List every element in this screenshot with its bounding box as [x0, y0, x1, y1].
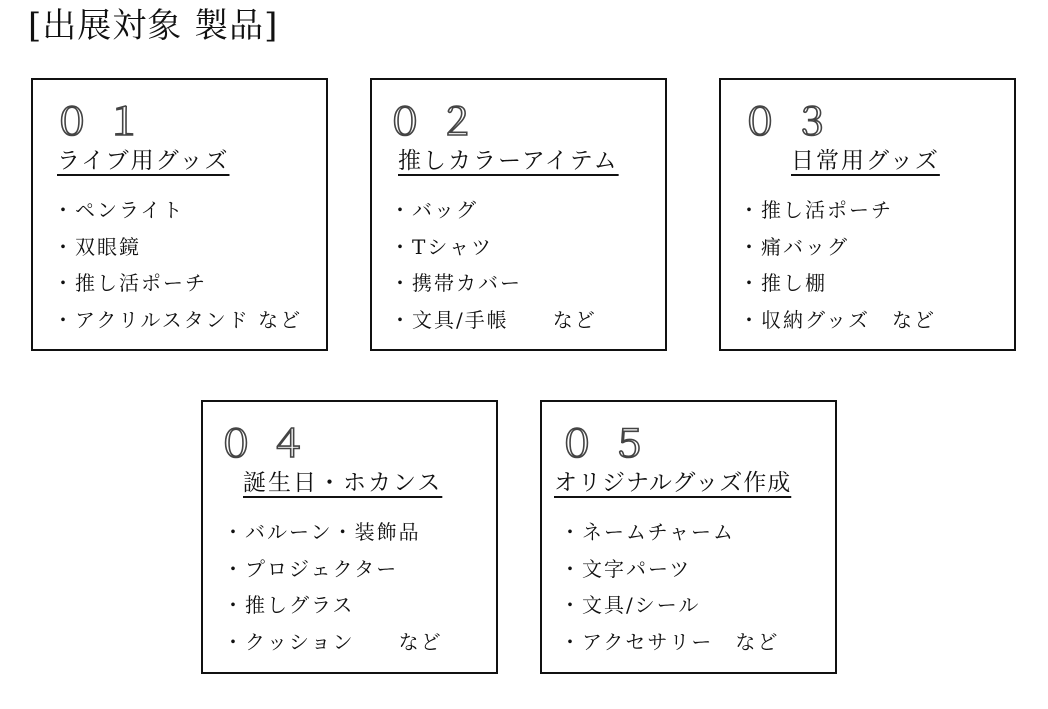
- page-title: [出展対象 製品]: [28, 6, 279, 46]
- card-oshi-color-items: [370, 78, 667, 351]
- list-item: ・双眼鏡: [53, 234, 141, 259]
- card-item-list: [223, 514, 443, 660]
- card-title: ライブ用グッズ: [57, 148, 230, 174]
- card-number: ０３: [741, 100, 846, 144]
- card-title: オリジナルグッズ作成: [554, 470, 792, 496]
- card-live-goods: [31, 78, 328, 351]
- list-item: ・推し活ポーチ: [53, 271, 207, 295]
- list-item: ・文具/シール: [560, 593, 701, 617]
- card-title: 推しカラーアイテム: [398, 148, 619, 174]
- list-item: ・バッグ: [390, 198, 478, 222]
- list-item: ・アクセサリー など: [560, 629, 780, 654]
- list-item: ・バルーン・装飾品: [223, 520, 421, 544]
- card-item-list: [53, 192, 302, 338]
- card-item-list: [560, 514, 779, 660]
- list-item: ・ペンライト: [53, 198, 185, 222]
- list-item: ・ネームチャーム: [560, 520, 735, 544]
- card-number: ０４: [217, 422, 322, 466]
- list-item: ・文字パーツ: [560, 556, 692, 581]
- list-item: ・Tシャツ: [390, 234, 493, 259]
- list-item: ・文具/手帳 など: [390, 307, 597, 332]
- card-item-list: [739, 192, 936, 338]
- list-item: ・収納グッズ など: [739, 307, 936, 332]
- list-item: ・推しグラス: [223, 593, 355, 617]
- card-number: ０５: [558, 422, 663, 466]
- card-number: ０２: [386, 100, 491, 144]
- list-item: ・アクリルスタンド など: [53, 307, 303, 332]
- card-title: 誕生日・ホカンス: [243, 470, 443, 496]
- card-original-goods: [540, 400, 837, 674]
- list-item: ・クッション など: [223, 629, 443, 654]
- list-item: ・携帯カバー: [390, 271, 522, 295]
- card-item-list: [390, 192, 597, 338]
- list-item: ・推し活ポーチ: [739, 198, 893, 222]
- list-item: ・痛バッグ: [739, 234, 849, 259]
- card-number: ０１: [53, 100, 158, 144]
- list-item: ・推し棚: [739, 271, 827, 295]
- list-item: ・プロジェクター: [223, 556, 399, 581]
- card-title: 日常用グッズ: [791, 148, 940, 174]
- card-birthday-hocance: [201, 400, 498, 674]
- card-daily-goods: [719, 78, 1016, 351]
